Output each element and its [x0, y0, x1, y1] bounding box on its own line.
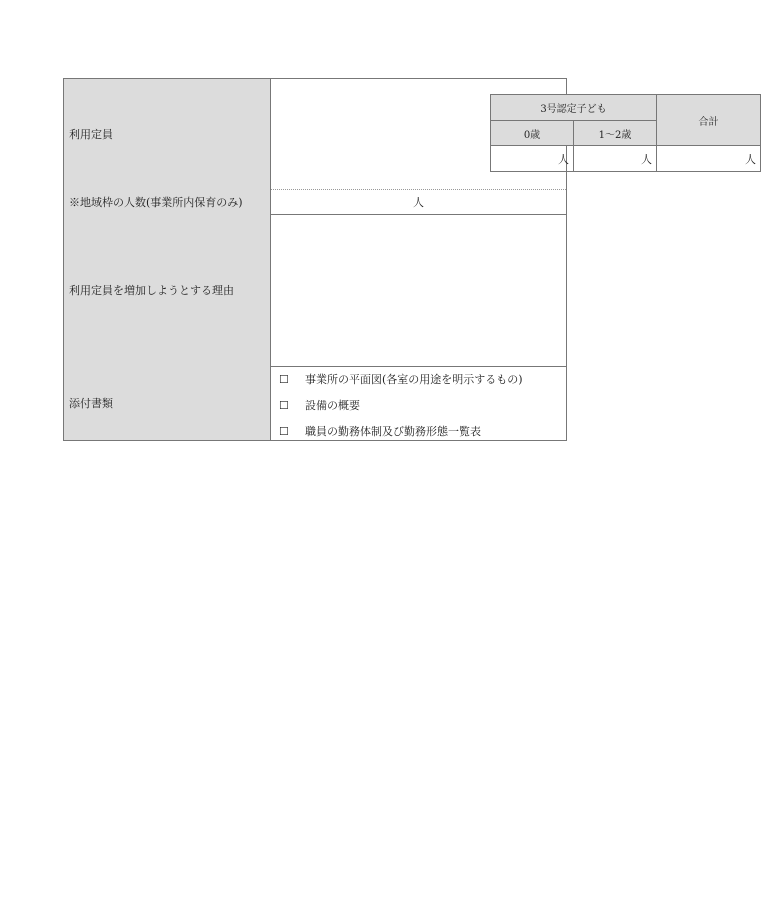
attachment-equipment-overview[interactable]	[271, 392, 566, 418]
unit-label: 人	[558, 152, 569, 166]
capacity-label	[64, 79, 271, 189]
group-header-text: 3号認定子ども	[540, 104, 607, 115]
unit-label: 人	[745, 152, 756, 166]
group-header-type3	[491, 95, 657, 121]
checkbox-icon[interactable]: ☐	[279, 424, 289, 438]
application-form-table	[63, 78, 756, 441]
total-header-text: 合計	[698, 116, 719, 128]
attachment-staff-schedule[interactable]	[271, 418, 566, 444]
increase-reason-field[interactable]	[271, 214, 566, 366]
regional-quota-label	[64, 189, 271, 214]
age-1-2-count-field[interactable]	[574, 146, 657, 171]
total-header	[657, 95, 760, 146]
age-1-2-header-text: 1〜2歳	[598, 129, 632, 141]
age-1-2-header	[574, 121, 657, 146]
attachment-label: 設備の概要	[305, 399, 360, 412]
attachment-label: 事業所の平面図(各室の用途を明示するもの)	[305, 373, 523, 386]
total-count-field[interactable]	[657, 146, 760, 171]
regional-quota-label-text: ※地域枠の人数(事業所内保育のみ)	[69, 195, 243, 209]
increase-reason-label-text: 利用定員を増加しようとする理由	[69, 284, 234, 297]
increase-reason-label	[64, 214, 271, 366]
checkbox-icon[interactable]: ☐	[279, 372, 289, 386]
capacity-value-cell	[271, 79, 756, 189]
attachments-label-text: 添付書類	[69, 397, 113, 410]
age-0-header	[491, 121, 574, 146]
capacity-label-text: 利用定員	[69, 128, 113, 141]
age-0-count-field[interactable]	[491, 146, 574, 171]
capacity-breakdown-table	[490, 94, 761, 172]
age-0-header-text: 0歳	[523, 129, 541, 141]
unit-label: 人	[641, 152, 652, 166]
attachment-floor-plan[interactable]	[271, 366, 566, 392]
checkbox-icon[interactable]: ☐	[279, 398, 289, 412]
attachments-label	[64, 366, 271, 440]
regional-quota-field[interactable]	[271, 189, 566, 214]
attachments-checklist	[271, 366, 566, 440]
attachment-label: 職員の勤務体制及び勤務形態一覧表	[305, 425, 481, 438]
unit-label: 人	[413, 195, 424, 209]
